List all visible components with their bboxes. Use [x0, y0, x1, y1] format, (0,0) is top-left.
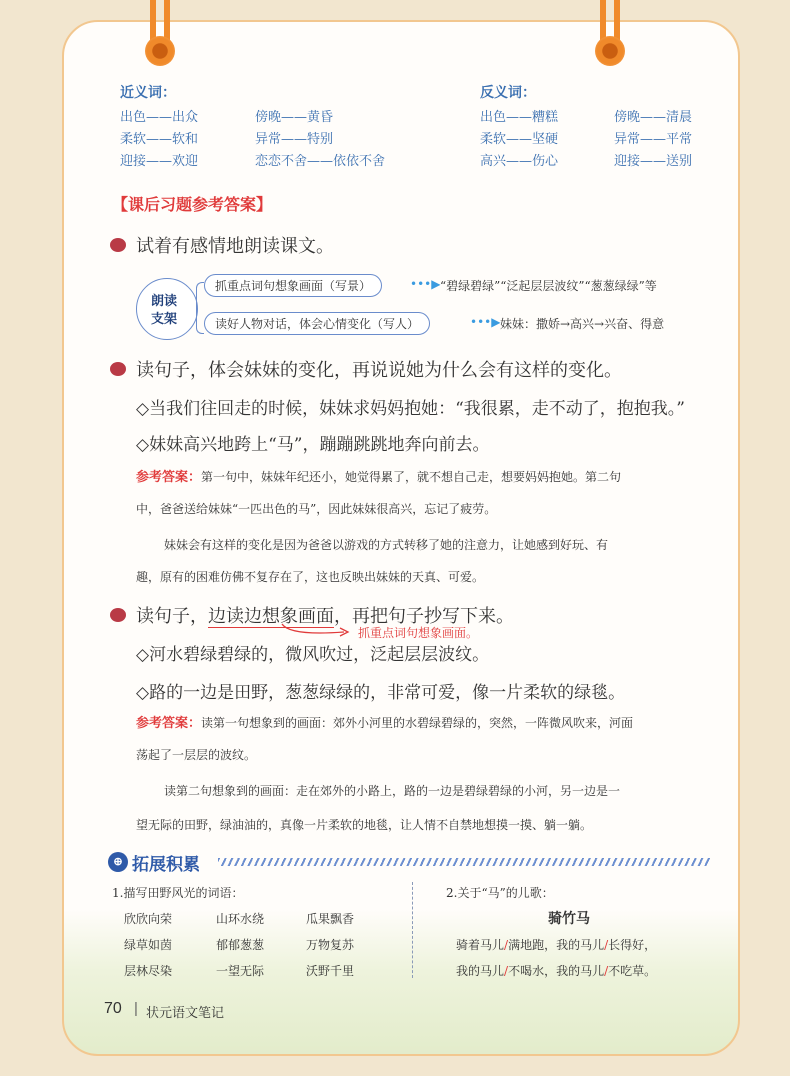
arrow-right-icon: •••▶ [470, 315, 501, 329]
field-word: 绿草如茵 [124, 938, 173, 952]
antonym-item: 异常——平常 [614, 132, 693, 147]
synonym-item: 迎接——欢迎 [120, 154, 199, 169]
column-divider [412, 882, 413, 978]
bullet-dot-icon [110, 362, 126, 376]
question-2: 读句子，体会妹妹的变化，再说说她为什么会有这样的变化。 [136, 360, 622, 381]
q2-answer-line1 [136, 464, 621, 490]
frame-row2-text: 妹妹：撒娇→高兴→兴奋、得意 [500, 317, 665, 331]
q3-text-part: ，再把句子抄写下来。 [334, 606, 514, 627]
arrow-right-icon: •••▶ [410, 277, 441, 291]
field-words-title: 1.描写田野风光的词语： [112, 886, 244, 900]
answer-label: 参考答案： [136, 715, 202, 730]
frame-label-line2: 支架 [151, 311, 178, 326]
q2-sentence-1: ◇当我们往回走的时候，妹妹求妈妈抱她：“我很累，走不动了，抱抱我。” [136, 399, 685, 419]
section-title: 【课后习题参考答案】 [112, 197, 273, 214]
synonym-item: 柔软——软和 [120, 132, 199, 147]
frame-row1-text: “碧绿碧绿”“泛起层层波纹”“葱葱绿绿”等 [440, 279, 657, 293]
field-word: 瓜果飘香 [306, 912, 355, 926]
song-text: 长得好， [608, 938, 657, 952]
answer-label: 参考答案： [136, 469, 202, 484]
pause-mark: / [504, 938, 509, 952]
book-title: 状元语文笔记 [146, 1005, 225, 1020]
antonym-item: 傍晚——清晨 [614, 110, 693, 125]
page-number: 70 [104, 1000, 122, 1017]
q2-answer-line4: 趣，原有的困难仿佛不复存在了，这也反映出妹妹的天真、可爱。 [136, 570, 485, 584]
bullet-dot-icon [110, 238, 126, 252]
field-word: 层林尽染 [124, 964, 173, 978]
song-text: 不喝水，我的马儿 [508, 964, 605, 978]
frame-brace [196, 282, 204, 334]
field-word: 沃野千里 [306, 964, 355, 978]
song-title: 骑竹马 [548, 910, 590, 926]
song-text: 我的马儿 [456, 964, 505, 978]
q3-annotation-note: 抓重点词句想象画面。 [358, 626, 479, 640]
q2-answer-line2: 中，爸爸送给妹妹“一匹出色的马”，因此妹妹很高兴，忘记了疲劳。 [136, 502, 497, 516]
antonym-item: 迎接——送别 [614, 154, 693, 169]
q3-highlight-phrase: 边读边想象画面 [208, 606, 334, 627]
pause-mark: / [604, 964, 609, 978]
q3-sentence-2: ◇路的一边是田野，葱葱绿绿的，非常可爱，像一片柔软的绿毯。 [136, 683, 626, 703]
antonym-item: 出色——糟糕 [480, 110, 559, 125]
question-1: 试着有感情地朗读课文。 [136, 236, 334, 257]
expand-title-rule [218, 858, 710, 866]
field-word: 万物复苏 [306, 938, 355, 952]
antonym-item: 柔软——坚硬 [480, 132, 559, 147]
field-word: 欣欣向荣 [124, 912, 173, 926]
binder-hole-left [145, 36, 175, 66]
q3-answer-line1 [136, 710, 633, 736]
pause-mark: / [504, 964, 509, 978]
q2-answer-line3: 妹妹会有这样的变化是因为爸爸以游戏的方式转移了她的注意力，让她感到好玩、有 [164, 538, 609, 552]
expand-section-title: 拓展积累 [132, 855, 200, 874]
binder-hole-right [595, 36, 625, 66]
annotation-arrow-icon [280, 622, 360, 640]
synonyms-title: 近义词： [120, 84, 176, 100]
field-word: 山环水绕 [216, 912, 265, 926]
frame-bubble-scenery: 抓重点词句想象画面（写景） [204, 274, 382, 297]
antonym-item: 高兴——伤心 [480, 154, 559, 169]
expand-section-icon: ⊕ [108, 852, 128, 872]
song-text: 骑着马儿 [456, 938, 505, 952]
footer-divider: | [134, 1000, 138, 1017]
field-word: 郁郁葱葱 [216, 938, 265, 952]
synonym-item: 异常——特别 [255, 132, 334, 147]
synonym-item: 恋恋不舍——依依不舍 [255, 154, 386, 169]
q3-answer-line4: 望无际的田野，绿油油的，真像一片柔软的地毯，让人情不自禁地想摸一摸、躺一躺。 [136, 818, 593, 832]
q3-answer-line2: 荡起了一层层的波纹。 [136, 748, 257, 762]
song-text: 满地跑，我的马儿 [508, 938, 605, 952]
q3-text-part: 读句子， [136, 606, 208, 627]
antonyms-title: 反义词： [480, 84, 536, 100]
frame-label-line1: 朗读 [151, 293, 178, 308]
answer-text: 读第一句想象到的画面：郊外小河里的水碧绿碧绿的，突然，一阵微风吹来，河面 [201, 716, 634, 730]
song-line-2 [456, 962, 656, 979]
synonym-item: 出色——出众 [120, 110, 199, 125]
bullet-dot-icon [110, 608, 126, 622]
pause-mark: / [604, 938, 609, 952]
answer-text: 第一句中，妹妹年纪还小，她觉得累了，就不想自己走，想要妈妈抱她。第二句 [201, 470, 622, 484]
synonym-item: 傍晚——黄昏 [255, 110, 334, 125]
song-line-1 [456, 936, 656, 953]
q3-sentence-1: ◇河水碧绿碧绿的，微风吹过，泛起层层波纹。 [136, 645, 490, 665]
song-section-title: 2.关于“马”的儿歌： [446, 886, 554, 900]
song-text: 不吃草。 [608, 964, 657, 978]
field-word: 一望无际 [216, 964, 265, 978]
frame-bubble-character: 读好人物对话，体会心情变化（写人） [204, 312, 430, 335]
q3-answer-line3: 读第二句想象到的画面：走在郊外的小路上，路的一边是碧绿碧绿的小河，另一边是一 [164, 784, 621, 798]
q2-sentence-2: ◇妹妹高兴地跨上“马”，蹦蹦跳跳地奔向前去。 [136, 435, 490, 455]
